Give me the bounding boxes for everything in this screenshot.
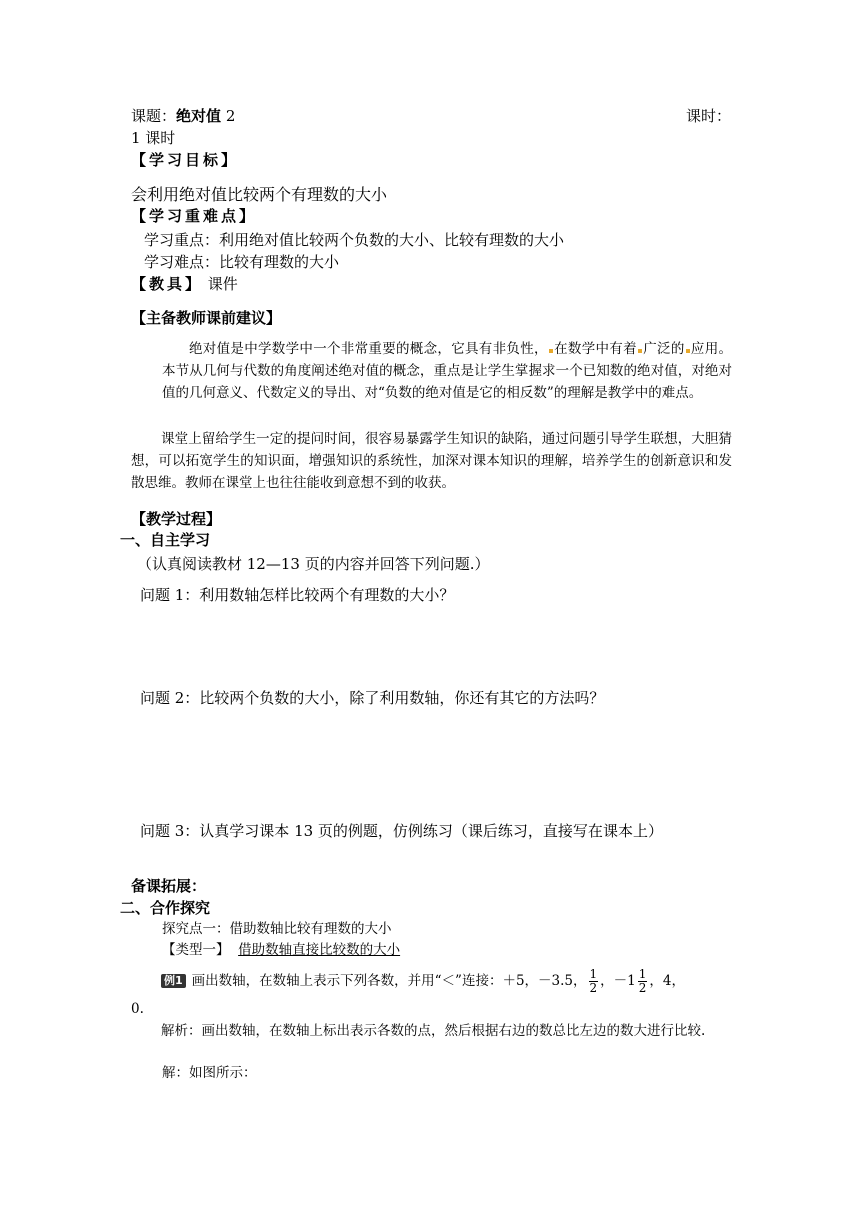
para1-part-c: 广泛的: [642, 341, 685, 357]
question-2: 问题 2：比较两个负数的大小，除了利用数轴，你还有其它的方法吗？: [140, 689, 605, 707]
question-3: 问题 3：认真学习课本 13 页的例题，仿例练习（课后练习，直接写在课本上）: [140, 822, 663, 840]
para1-part-a: 绝对值是中学数学中一个非常重要的概念，它具有非负性，: [189, 341, 548, 357]
key-difficulty: 学习难点：比较有理数的大小: [144, 253, 340, 271]
process-heading: 【教学过程】: [131, 510, 222, 528]
goals-text: 会利用绝对值比较两个有理数的大小: [131, 185, 388, 204]
tools-heading: 【教具】: [131, 275, 204, 293]
fraction-denominator: 2: [638, 981, 647, 995]
key-focus: 学习重点：利用绝对值比较两个负数的大小、比较有理数的大小: [144, 231, 565, 249]
section2-title: 二、合作探究: [120, 899, 211, 917]
teacher-advice-para1: [162, 338, 732, 404]
type-title: 借助数轴直接比较数的大小: [238, 942, 401, 958]
period-label: 课时：: [686, 107, 732, 125]
section1-instruction: （认真阅读教材 12—13 页的内容并回答下列问题.）: [137, 555, 490, 573]
question-1: 问题 1：利用数轴怎样比较两个有理数的大小？: [140, 586, 455, 604]
topic-line: [131, 106, 235, 126]
tools-line: [131, 274, 238, 294]
fraction-numerator: 1: [589, 967, 598, 981]
example-wrap: 0.: [131, 1001, 144, 1017]
edit-mark: [638, 349, 642, 353]
example-tail: ，4，: [649, 973, 685, 989]
fraction-numerator: 1: [638, 967, 647, 981]
solution-text: 解：如图所示：: [162, 1065, 257, 1081]
key-points-heading: 【学习重难点】: [131, 207, 258, 225]
goals-heading: 【学习目标】: [131, 151, 240, 169]
topic-number: 2: [225, 107, 236, 125]
topic-label: 课题：: [131, 107, 177, 125]
fraction-denominator: 2: [589, 981, 598, 995]
edit-mark: [686, 349, 690, 353]
teacher-advice-para2: 课堂上留给学生一定的提问时间，很容易暴露学生知识的缺陷，通过问题引导学生联想，大胆猜想，可以拓宽学生的知识面，增强知识的系统性，加深对课本知识的理解，培养学生的创新意识和发散思维。教师在课堂上也往往能收到意想不到的收获。: [131, 431, 732, 491]
fraction-one-half: [589, 968, 599, 995]
type-label: 【类型一】: [162, 942, 230, 958]
analysis-text: 解析：画出数轴，在数轴上标出表示各数的点，然后根据右边的数总比左边的数大进行比较.: [161, 1023, 706, 1039]
section1-title: 一、自主学习: [120, 531, 211, 549]
teacher-advice-heading: 【主备教师课前建议】: [131, 309, 282, 327]
edit-mark: [549, 349, 553, 353]
tools-value: 课件: [207, 275, 238, 293]
example-separator: ，－1: [600, 973, 636, 989]
explore-point-1: 探究点一：借助数轴比较有理数的大小: [162, 921, 392, 937]
period-value: 1 课时: [131, 129, 176, 147]
example-line: [161, 968, 685, 995]
example-badge: 例1: [161, 974, 186, 988]
extension-heading: 备课拓展：: [131, 877, 207, 895]
topic-title: 绝对值: [176, 107, 222, 125]
para1-part-d: 应用。本节从几何与代数的角度阐述绝对值的概念，重点是让学生掌握求一个已知数的绝对值，对绝对值的几何意义、代数定义的导出、对“负数的绝对值是它的相反数”的理解是教学中的难点。: [162, 341, 733, 401]
type-line: [162, 941, 400, 960]
fraction-mixed-half: [638, 968, 648, 995]
para1-part-b: 在数学中有着: [553, 341, 637, 357]
example-text: 画出数轴，在数轴上表示下列各数，并用“＜”连接：＋5，－3.5，: [191, 973, 587, 989]
